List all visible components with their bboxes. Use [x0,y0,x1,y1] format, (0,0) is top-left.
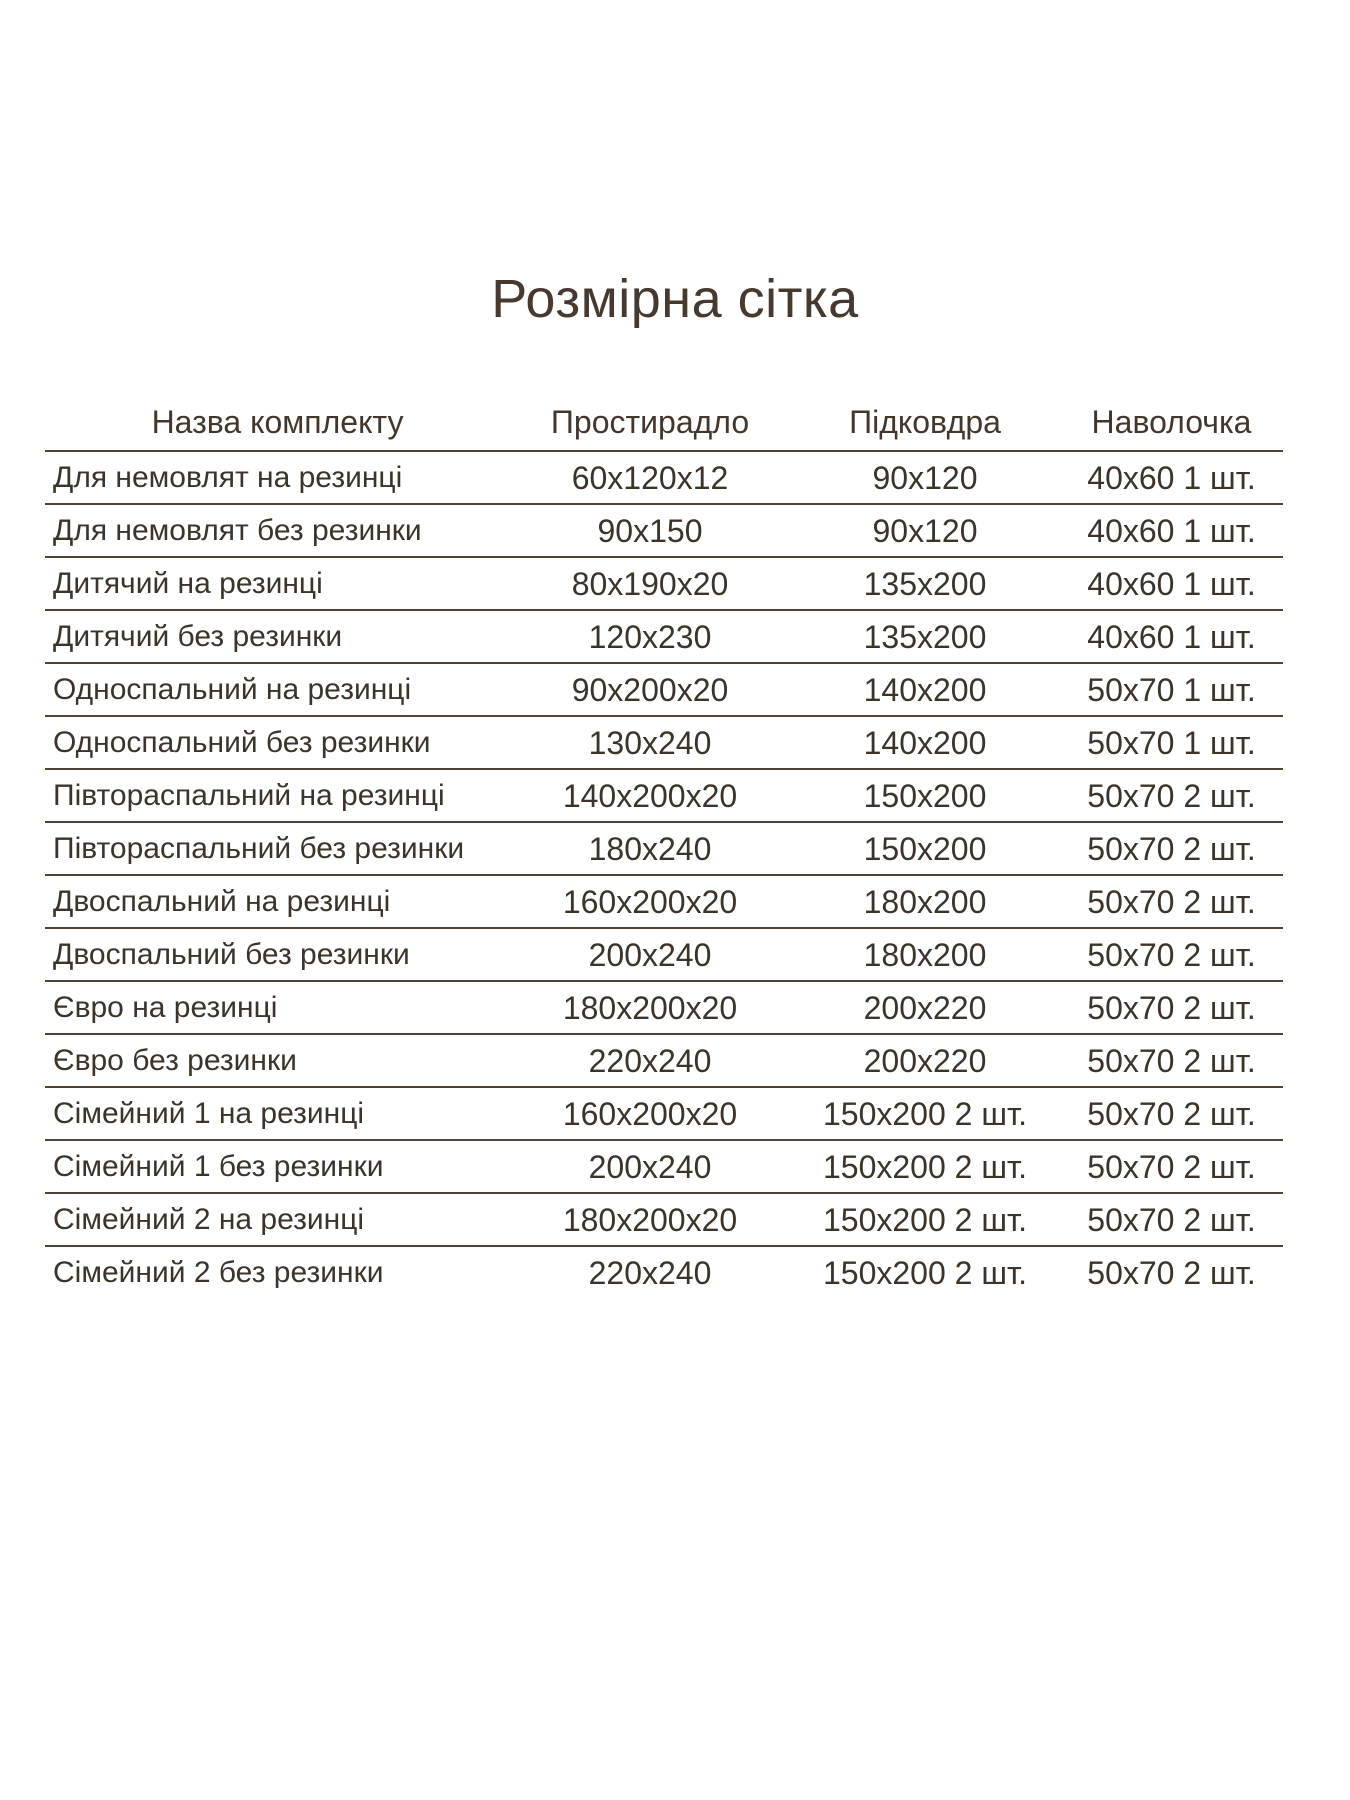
duvet-size-cell: 135х200 [863,565,987,602]
duvet-size-cell: 150х200 2 шт. [822,1201,1028,1238]
duvet-size-cell: 150х200 2 шт. [822,1095,1028,1132]
table-body [45,452,1283,1298]
duvet-size-cell: 90х120 [872,512,978,549]
set-name-cell: Сімейний 2 на резинці [53,1202,365,1236]
sheet-size-cell: 160х200х20 [562,883,738,920]
pillowcase-size-cell: 40х60 1 шт. [1087,459,1256,496]
table-row [45,876,1283,929]
duvet-size-cell: 140х200 [863,671,987,708]
table-row [45,452,1283,505]
duvet-size-cell: 200х220 [863,989,987,1026]
pillowcase-size-cell: 50х70 1 шт. [1087,671,1256,708]
table-row [45,982,1283,1035]
pillowcase-size-cell: 50х70 2 шт. [1087,989,1256,1026]
table-row [45,929,1283,982]
sheet-size-cell: 200х240 [588,936,712,973]
table-row [45,611,1283,664]
set-name-cell: Двоспальний на резинці [53,884,391,918]
column-header-pillowcase: Наволочка [1091,404,1252,440]
sheet-size-cell: 180х240 [588,830,712,867]
set-name-cell: Двоспальний без резинки [53,937,410,971]
set-name-cell: Для немовлят на резинці [53,460,403,494]
table-row [45,505,1283,558]
column-header-duvet-cover: Підковдра [849,404,1001,440]
set-name-cell: Односпальний без резинки [53,725,431,759]
sheet-size-cell: 80х190х20 [571,565,729,602]
sheet-size-cell: 60х120х12 [571,459,729,496]
sheet-size-cell: 120х230 [588,618,712,655]
duvet-size-cell: 135х200 [863,618,987,655]
pillowcase-size-cell: 50х70 2 шт. [1087,1095,1256,1132]
pillowcase-size-cell: 40х60 1 шт. [1087,565,1256,602]
set-name-cell: Євро без резинки [53,1043,297,1077]
set-name-cell: Односпальний на резинці [53,672,412,706]
table-header-row [45,330,1283,452]
duvet-size-cell: 140х200 [863,724,987,761]
pillowcase-size-cell: 50х70 1 шт. [1087,724,1256,761]
duvet-size-cell: 180х200 [863,883,987,920]
duvet-size-cell: 180х200 [863,936,987,973]
duvet-size-cell: 150х200 [863,830,987,867]
table-row [45,1247,1283,1298]
set-name-cell: Півтораспальний на резинці [53,778,445,812]
pillowcase-size-cell: 40х60 1 шт. [1087,618,1256,655]
column-header-sheet: Простирадло [550,404,750,440]
duvet-size-cell: 150х200 2 шт. [822,1148,1028,1185]
set-name-cell: Дитячий без резинки [53,619,343,653]
sheet-size-cell: 180х200х20 [562,989,738,1026]
sheet-size-cell: 90х200х20 [571,671,729,708]
duvet-size-cell: 150х200 [863,777,987,814]
sheet-size-cell: 180х200х20 [562,1201,738,1238]
table-row [45,823,1283,876]
pillowcase-size-cell: 50х70 2 шт. [1087,1042,1256,1079]
sheet-size-cell: 200х240 [588,1148,712,1185]
page-title: Розмірна сітка [491,269,859,329]
set-name-cell: Півтораспальний без резинки [53,831,465,865]
pillowcase-size-cell: 50х70 2 шт. [1087,1254,1256,1291]
table-row [45,1141,1283,1194]
pillowcase-size-cell: 50х70 2 шт. [1087,936,1256,973]
duvet-size-cell: 200х220 [863,1042,987,1079]
set-name-cell: Сімейний 2 без резинки [53,1255,384,1289]
pillowcase-size-cell: 50х70 2 шт. [1087,777,1256,814]
table-row [45,770,1283,823]
sheet-size-cell: 140х200х20 [562,777,738,814]
sheet-size-cell: 220х240 [588,1254,712,1291]
set-name-cell: Сімейний 1 без резинки [53,1149,384,1183]
size-table [45,330,1283,1298]
table-row [45,664,1283,717]
set-name-cell: Дитячий на резинці [53,566,323,600]
set-name-cell: Євро на резинці [53,990,278,1024]
table-row [45,1194,1283,1247]
table-row [45,1088,1283,1141]
set-name-cell: Сімейний 1 на резинці [53,1096,365,1130]
pillowcase-size-cell: 50х70 2 шт. [1087,830,1256,867]
table-row [45,1035,1283,1088]
sheet-size-cell: 220х240 [588,1042,712,1079]
pillowcase-size-cell: 50х70 2 шт. [1087,883,1256,920]
sheet-size-cell: 160х200х20 [562,1095,738,1132]
table-row [45,558,1283,611]
column-header-set-name: Назва комплекту [151,404,404,440]
sheet-size-cell: 130х240 [588,724,712,761]
duvet-size-cell: 150х200 2 шт. [822,1254,1028,1291]
table-row [45,717,1283,770]
sheet-size-cell: 90х150 [597,512,703,549]
pillowcase-size-cell: 40х60 1 шт. [1087,512,1256,549]
set-name-cell: Для немовлят без резинки [53,513,422,547]
duvet-size-cell: 90х120 [872,459,978,496]
pillowcase-size-cell: 50х70 2 шт. [1087,1148,1256,1185]
pillowcase-size-cell: 50х70 2 шт. [1087,1201,1256,1238]
